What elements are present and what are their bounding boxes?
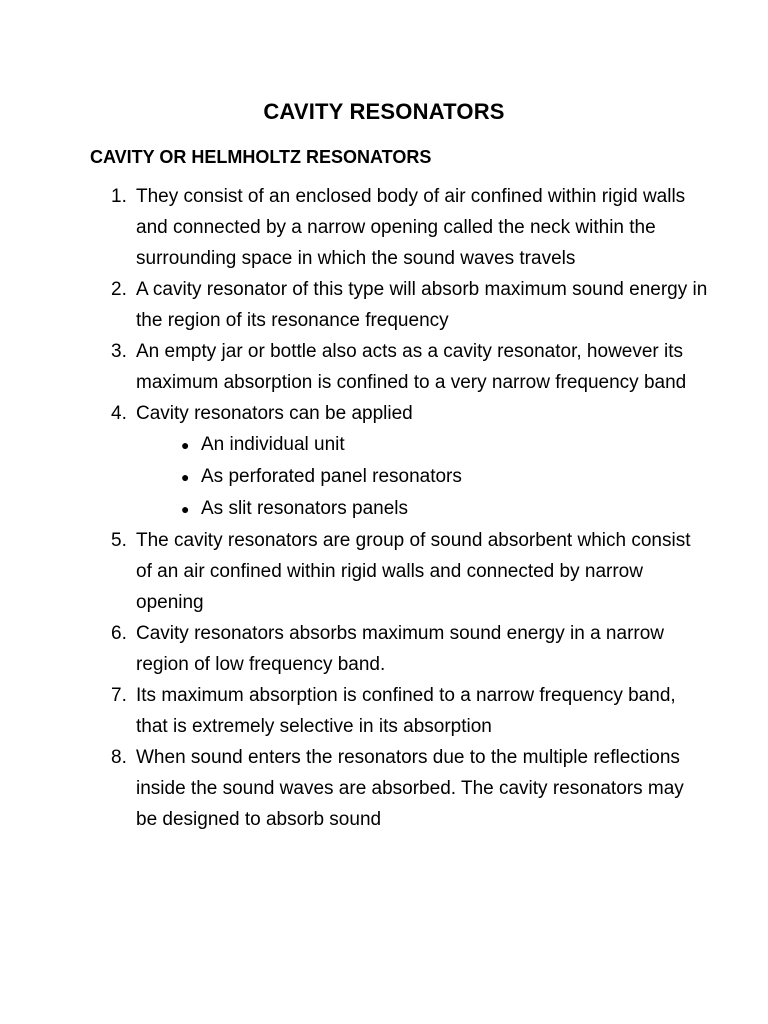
list-item-text: A cavity resonator of this type will absorb maximum sound energy in the region of its resonance frequency [136, 279, 708, 331]
list-item-text: They consist of an enclosed body of air confined within rigid walls and connected by a narrow opening called the neck within the surrounding space in which the sound waves travels [136, 186, 686, 269]
bullet-icon: ● [181, 469, 190, 485]
bullet-item [181, 493, 710, 525]
bullet-item-text: As perforated panel resonators [201, 466, 462, 487]
list-item-number: 3. [111, 341, 127, 362]
bullet-list [136, 429, 710, 525]
list-item [90, 398, 710, 525]
bullet-item-text: An individual unit [201, 434, 345, 455]
list-item-number: 7. [111, 685, 127, 706]
list-item-text: Cavity resonators can be applied [136, 403, 413, 424]
list-item-text: The cavity resonators are group of sound absorbent which consist of an air confined within rigid walls and connected by narrow opening [136, 530, 691, 613]
list-item-text: Cavity resonators absorbs maximum sound energy in a narrow region of low frequency band. [136, 623, 665, 675]
list-item-number: 5. [111, 530, 127, 551]
list-item-number: 8. [111, 747, 127, 768]
list-item-number: 1. [111, 186, 127, 207]
section-heading: CAVITY OR HELMHOLTZ RESONATORS [90, 147, 432, 167]
bullet-item-text: As slit resonators panels [201, 498, 408, 519]
list-item [90, 336, 710, 398]
numbered-list [90, 181, 710, 835]
list-item [90, 618, 710, 680]
list-item [90, 742, 710, 835]
list-item [90, 274, 710, 336]
list-item-number: 4. [111, 403, 127, 424]
bullet-icon: ● [181, 437, 190, 453]
list-item-text: When sound enters the resonators due to the multiple reflections inside the sound waves are absorbed. The cavity resonators may be designed to absorb sound [136, 747, 684, 830]
list-item [90, 181, 710, 274]
list-item-number: 2. [111, 279, 127, 300]
bullet-icon: ● [181, 501, 190, 517]
list-item-text: Its maximum absorption is confined to a narrow frequency band, that is extremely selective in its absorption [136, 685, 676, 737]
bullet-item [181, 429, 710, 461]
list-item-text: An empty jar or bottle also acts as a cavity resonator, however its maximum absorption is confined to a very narrow frequency band [136, 341, 687, 393]
list-item-number: 6. [111, 623, 127, 644]
bullet-item [181, 461, 710, 493]
page-title: CAVITY RESONATORS [263, 99, 505, 124]
list-item [90, 525, 710, 618]
list-item [90, 680, 710, 742]
